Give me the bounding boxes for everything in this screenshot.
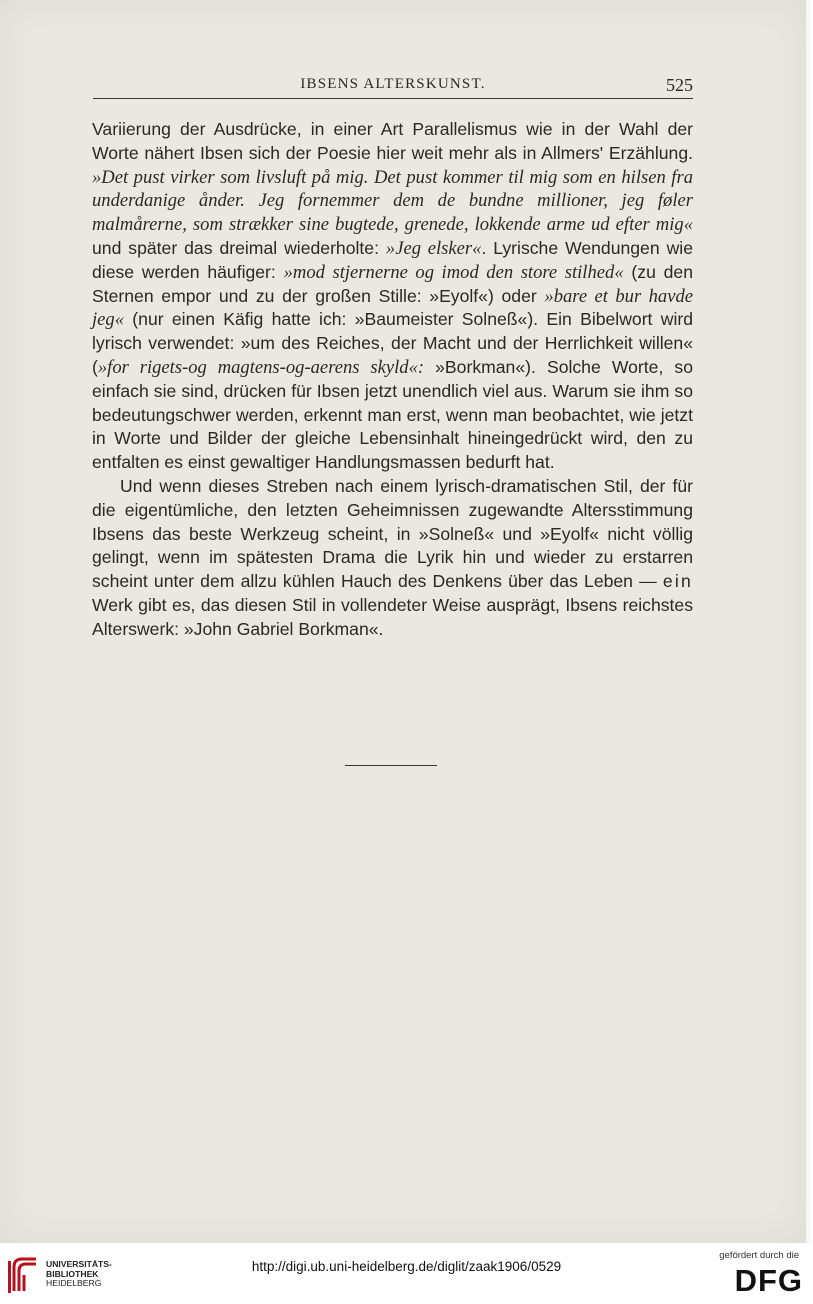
footer-bar [0, 1243, 813, 1304]
p2-spaced-word: ein [662, 571, 693, 592]
library-line-2: BIBLIOTHEK [46, 1268, 99, 1279]
p1-quote-3: »mod stjernerne og imod den store stilhed« [283, 261, 624, 283]
p1-quote-4: »bare et bur havde jeg« [92, 285, 694, 331]
p1-quote-2: »Jeg elsker« [385, 237, 482, 259]
permalink-url[interactable]: http://digi.ub.uni-heidelberg.de/diglit/zaak1906/0529 [251, 1259, 562, 1274]
p1-text-1: Variierung der Ausdrücke, in einer Art Parallelismus wie in der Wahl der Worte nähert Ibsen sich der Poesie hier weit mehr als in Allmers' Erzählung. [92, 119, 693, 163]
page-number: 525 [666, 75, 693, 95]
p1-text-6: »Borkman«). Solche Worte, so einfach sie sind, drücken für Ibsen jetzt unendlich viel aus. Warum sie ihm so bedeutungschwer werden, erkennt man erst, wenn man beobachtet, wie jetzt in Worte und Bilder der gleiche Lebensinhalt hineingedrückt wird, den zu entfalten es einst gewaltiger Handlungsmassen bedurft hat. [92, 356, 693, 473]
p1-quote-5: »for rigets-og magtens-og-aerens skyld«: [97, 356, 425, 378]
body-text [92, 118, 693, 642]
library-line-3: HEIDELBERG [46, 1278, 102, 1289]
running-title: IBSENS ALTERSKUNST. [300, 76, 486, 92]
library-line-1: UNIVERSITÄTS- [46, 1259, 112, 1269]
funding-text: gefördert durch die [719, 1250, 799, 1261]
p2-text-1: Und wenn dieses Streben nach einem lyrisch-dramatischen Stil, der für die eigentümliche, den letzten Geheimnissen zugewandte Altersstimmung Ibsens das beste Werkzeug scheint, in »Solneß« und »Eyolf« nicht völlig gelingt, wenn im spätesten Drama die Lyrik hin und wieder zu erstarren scheint unter dem allzu kühlen Hauch des Denkens über das Leben — [92, 475, 693, 592]
running-head [93, 76, 693, 99]
p1-quote-1: »Det pust virker som livsluft på mig. Det pust kommer til mig som en hilsen fra underdanige ånder. Jeg fornemmer dem de bundne millioner, jeg føler malmårerne, som strækker sine bugtede, grenede, lokkende arme ud efter mig« [92, 166, 693, 236]
page-edge [806, 0, 813, 1243]
p1-text-3: . Lyrische Wendungen wie diese werden häufiger: [92, 237, 693, 282]
paragraph-1 [92, 118, 693, 475]
p1-text-4: (zu den Sternen empor und zu der großen Stille: »Eyolf«) oder [92, 261, 693, 306]
p1-text-5: (nur einen Käfig hatte ich: »Baumeister Solneß«). Ein Bibelwort wird lyrisch verwendet: »um des Reiches, der Macht und der Herrlichkeit willen« ( [92, 309, 693, 377]
paragraph-2 [92, 475, 693, 642]
dfg-logo[interactable]: DFG [734, 1263, 803, 1298]
p1-text-2: und später das dreimal wiederholte: [92, 237, 386, 258]
section-divider [345, 765, 437, 766]
p2-text-2: Werk gibt es, das diesen Stil in vollendeter Weise ausprägt, Ibsens reichstes Alterswerk: »John Gabriel Borkman«. [92, 594, 693, 639]
